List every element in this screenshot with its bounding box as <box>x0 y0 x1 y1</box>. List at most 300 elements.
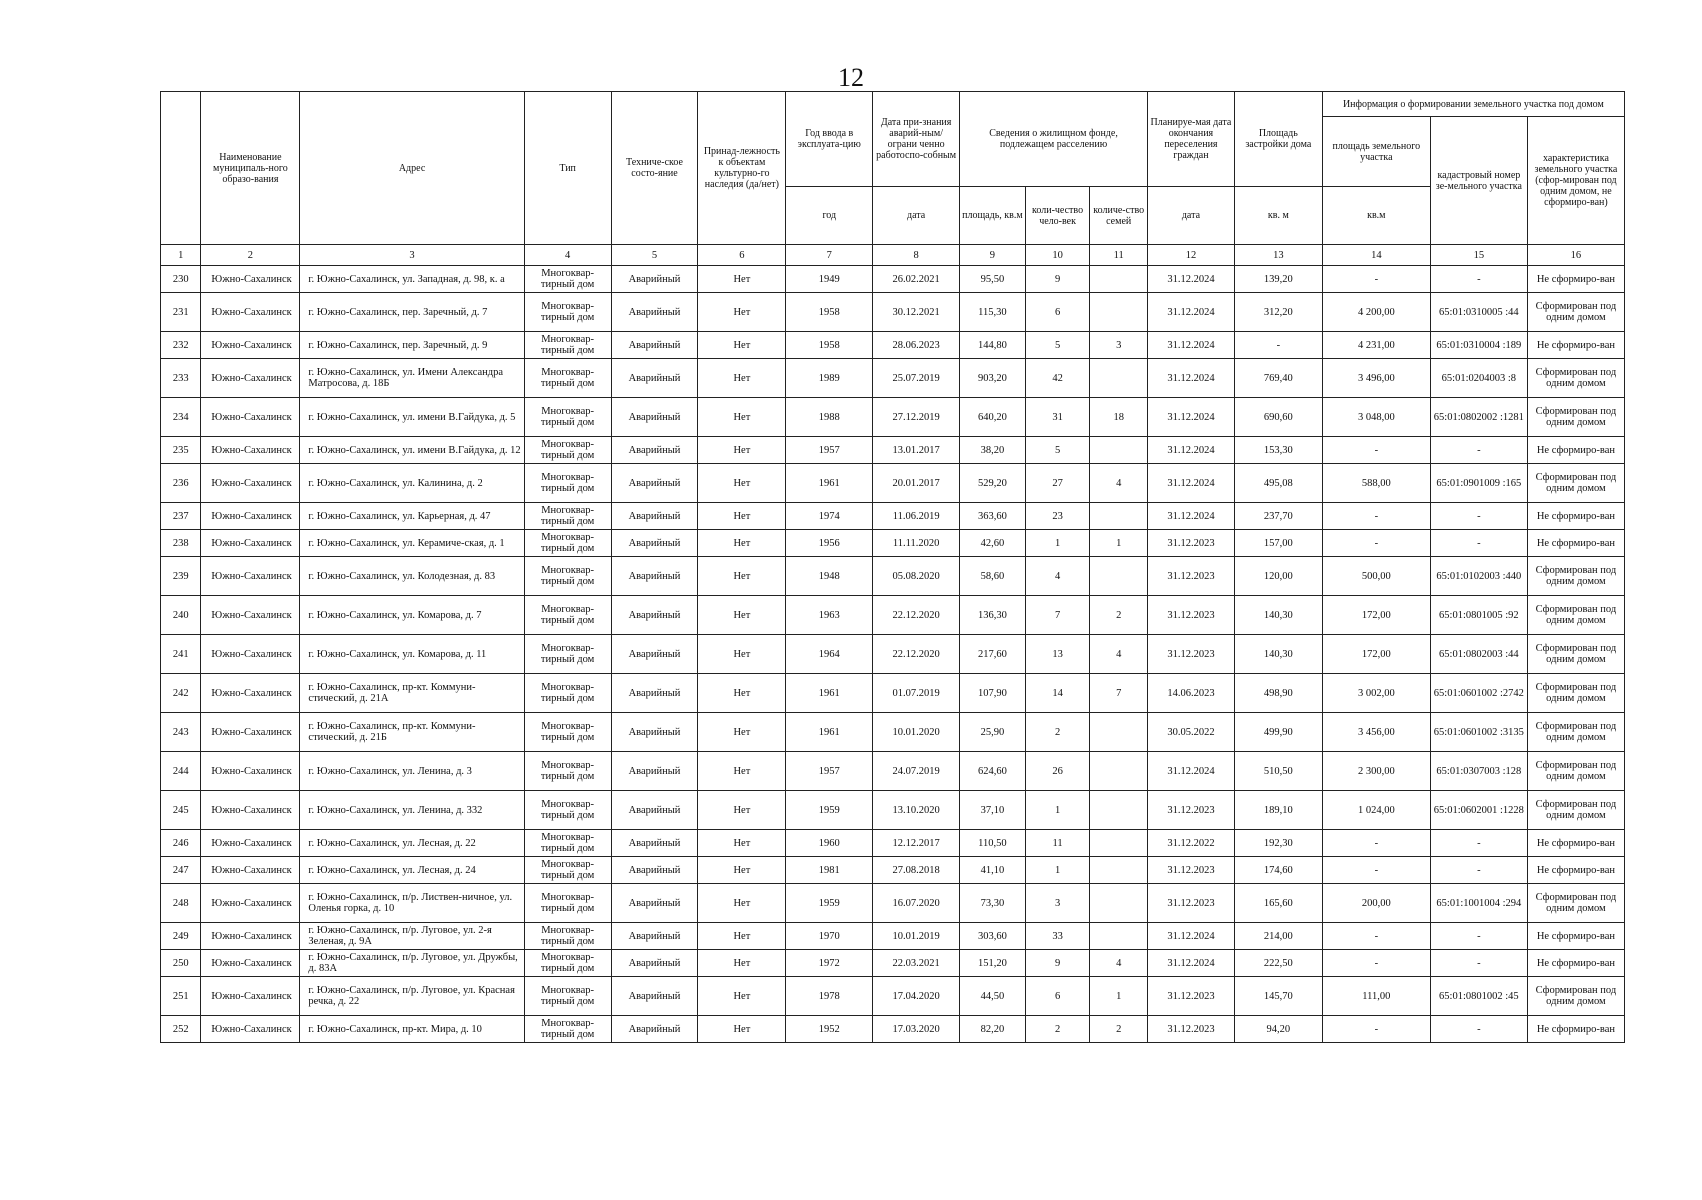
family-count-cell <box>1090 359 1148 398</box>
housing-area-cell: 110,50 <box>960 830 1026 857</box>
column-number: 9 <box>960 245 1026 266</box>
land-characteristic-cell: Сформирован под одним домом <box>1527 464 1624 503</box>
land-area-cell: 1 024,00 <box>1322 791 1430 830</box>
land-characteristic-cell: Не сформиро-ван <box>1527 950 1624 977</box>
cadastral-number-cell: 65:01:0601002 :2742 <box>1430 674 1527 713</box>
land-area-cell: 111,00 <box>1322 977 1430 1016</box>
municipality-cell: Южно-Сахалинск <box>201 884 300 923</box>
family-count-cell <box>1090 791 1148 830</box>
header-unit-plan: дата <box>1148 187 1235 245</box>
table-row <box>161 857 1625 884</box>
cadastral-number-cell: - <box>1430 437 1527 464</box>
building-area-cell: 499,90 <box>1234 713 1322 752</box>
planned-resettlement-date-cell: 31.12.2023 <box>1148 977 1235 1016</box>
building-type-cell: Многоквар-тирный дом <box>524 1016 611 1043</box>
heritage-status-cell: Нет <box>698 293 786 332</box>
heritage-status-cell: Нет <box>698 1016 786 1043</box>
family-count-cell <box>1090 857 1148 884</box>
land-area-cell: - <box>1322 950 1430 977</box>
planned-resettlement-date-cell: 31.12.2024 <box>1148 266 1235 293</box>
row-number-cell: 230 <box>161 266 201 293</box>
table-header <box>161 92 1625 266</box>
cadastral-number-cell: - <box>1430 857 1527 884</box>
address-cell: г. Южно-Сахалинск, п/р. Луговое, ул. 2-я Зеленая, д. 9А <box>300 923 524 950</box>
cadastral-number-cell: 65:01:0602001 :1228 <box>1430 791 1527 830</box>
cadastral-number-cell: - <box>1430 266 1527 293</box>
people-count-cell: 13 <box>1025 635 1090 674</box>
column-number: 8 <box>873 245 960 266</box>
building-area-cell: - <box>1234 332 1322 359</box>
column-number: 15 <box>1430 245 1527 266</box>
emergency-date-cell: 22.12.2020 <box>873 596 960 635</box>
municipality-cell: Южно-Сахалинск <box>201 557 300 596</box>
building-type-cell: Многоквар-тирный дом <box>524 464 611 503</box>
building-area-cell: 222,50 <box>1234 950 1322 977</box>
commissioning-year-cell: 1970 <box>786 923 873 950</box>
building-area-cell: 690,60 <box>1234 398 1322 437</box>
land-characteristic-cell: Не сформиро-ван <box>1527 857 1624 884</box>
municipality-cell: Южно-Сахалинск <box>201 464 300 503</box>
address-cell: г. Южно-Сахалинск, ул. Лесная, д. 24 <box>300 857 524 884</box>
building-type-cell: Многоквар-тирный дом <box>524 977 611 1016</box>
row-number-cell: 252 <box>161 1016 201 1043</box>
municipality-cell: Южно-Сахалинск <box>201 830 300 857</box>
cadastral-number-cell: - <box>1430 503 1527 530</box>
address-cell: г. Южно-Сахалинск, ул. Керамиче-ская, д. 1 <box>300 530 524 557</box>
commissioning-year-cell: 1952 <box>786 1016 873 1043</box>
planned-resettlement-date-cell: 31.12.2023 <box>1148 857 1235 884</box>
building-type-cell: Многоквар-тирный дом <box>524 530 611 557</box>
emergency-date-cell: 05.08.2020 <box>873 557 960 596</box>
header-land-char: характеристика земельного участка (сфор-мирован под одним домом, не сформиро-ван) <box>1527 117 1624 245</box>
building-type-cell: Многоквар-тирный дом <box>524 830 611 857</box>
technical-condition-cell: Аварийный <box>611 752 698 791</box>
municipality-cell: Южно-Сахалинск <box>201 791 300 830</box>
header-date-group: Дата при-знания аварий-ным/ограни ченно работоспо-собным <box>873 92 960 187</box>
table-row <box>161 266 1625 293</box>
housing-area-cell: 529,20 <box>960 464 1026 503</box>
commissioning-year-cell: 1978 <box>786 977 873 1016</box>
planned-resettlement-date-cell: 31.12.2023 <box>1148 530 1235 557</box>
address-cell: г. Южно-Сахалинск, пр-кт. Коммуни-стический, д. 21Б <box>300 713 524 752</box>
heritage-status-cell: Нет <box>698 503 786 530</box>
column-number: 16 <box>1527 245 1624 266</box>
cadastral-number-cell: 65:01:1001004 :294 <box>1430 884 1527 923</box>
land-area-cell: - <box>1322 503 1430 530</box>
family-count-cell: 7 <box>1090 674 1148 713</box>
table-row <box>161 791 1625 830</box>
planned-resettlement-date-cell: 31.12.2022 <box>1148 830 1235 857</box>
municipality-cell: Южно-Сахалинск <box>201 359 300 398</box>
row-number-cell: 243 <box>161 713 201 752</box>
address-cell: г. Южно-Сахалинск, п/р. Луговое, ул. Дружбы, д. 83А <box>300 950 524 977</box>
planned-resettlement-date-cell: 31.12.2024 <box>1148 503 1235 530</box>
building-type-cell: Многоквар-тирный дом <box>524 398 611 437</box>
housing-area-cell: 363,60 <box>960 503 1026 530</box>
planned-resettlement-date-cell: 31.12.2023 <box>1148 557 1235 596</box>
family-count-cell: 4 <box>1090 464 1148 503</box>
table-row <box>161 530 1625 557</box>
table-row <box>161 1016 1625 1043</box>
header-plan-group: Планируе-мая дата окончания переселения граждан <box>1148 92 1235 187</box>
housing-area-cell: 58,60 <box>960 557 1026 596</box>
family-count-cell <box>1090 752 1148 791</box>
building-area-cell: 189,10 <box>1234 791 1322 830</box>
commissioning-year-cell: 1959 <box>786 884 873 923</box>
building-area-cell: 192,30 <box>1234 830 1322 857</box>
row-number-cell: 234 <box>161 398 201 437</box>
land-characteristic-cell: Не сформиро-ван <box>1527 332 1624 359</box>
family-count-cell <box>1090 713 1148 752</box>
address-cell: г. Южно-Сахалинск, ул. Лесная, д. 22 <box>300 830 524 857</box>
row-number-cell: 249 <box>161 923 201 950</box>
commissioning-year-cell: 1948 <box>786 557 873 596</box>
address-cell: г. Южно-Сахалинск, ул. Колодезная, д. 83 <box>300 557 524 596</box>
housing-area-cell: 44,50 <box>960 977 1026 1016</box>
commissioning-year-cell: 1959 <box>786 791 873 830</box>
land-characteristic-cell: Сформирован под одним домом <box>1527 977 1624 1016</box>
land-characteristic-cell: Не сформиро-ван <box>1527 830 1624 857</box>
row-number-cell: 251 <box>161 977 201 1016</box>
header-cadastral: кадастровый номер зе-мельного участка <box>1430 117 1527 245</box>
planned-resettlement-date-cell: 31.12.2024 <box>1148 950 1235 977</box>
housing-area-cell: 624,60 <box>960 752 1026 791</box>
land-area-cell: - <box>1322 830 1430 857</box>
column-number: 6 <box>698 245 786 266</box>
land-area-cell: 4 231,00 <box>1322 332 1430 359</box>
heritage-status-cell: Нет <box>698 713 786 752</box>
emergency-date-cell: 13.01.2017 <box>873 437 960 464</box>
land-characteristic-cell: Не сформиро-ван <box>1527 266 1624 293</box>
building-area-cell: 510,50 <box>1234 752 1322 791</box>
commissioning-year-cell: 1961 <box>786 713 873 752</box>
technical-condition-cell: Аварийный <box>611 503 698 530</box>
land-characteristic-cell: Не сформиро-ван <box>1527 530 1624 557</box>
header-heritage: Принад-лежность к объектам культурно-го наследия (да/нет) <box>698 92 786 245</box>
commissioning-year-cell: 1972 <box>786 950 873 977</box>
commissioning-year-cell: 1958 <box>786 293 873 332</box>
header-mo: Наименование муниципаль-ного образо-вания <box>201 92 300 245</box>
column-number: 12 <box>1148 245 1235 266</box>
land-area-cell: - <box>1322 530 1430 557</box>
municipality-cell: Южно-Сахалинск <box>201 530 300 557</box>
cadastral-number-cell: - <box>1430 530 1527 557</box>
table-row <box>161 752 1625 791</box>
row-number-cell: 248 <box>161 884 201 923</box>
family-count-cell: 1 <box>1090 977 1148 1016</box>
row-number-cell: 240 <box>161 596 201 635</box>
column-number: 1 <box>161 245 201 266</box>
technical-condition-cell: Аварийный <box>611 674 698 713</box>
commissioning-year-cell: 1960 <box>786 830 873 857</box>
technical-condition-cell: Аварийный <box>611 884 698 923</box>
building-type-cell: Многоквар-тирный дом <box>524 332 611 359</box>
building-type-cell: Многоквар-тирный дом <box>524 752 611 791</box>
address-cell: г. Южно-Сахалинск, ул. Ленина, д. 332 <box>300 791 524 830</box>
land-area-cell: 172,00 <box>1322 596 1430 635</box>
commissioning-year-cell: 1961 <box>786 464 873 503</box>
technical-condition-cell: Аварийный <box>611 950 698 977</box>
table-row <box>161 713 1625 752</box>
header-index <box>161 92 201 245</box>
family-count-cell: 2 <box>1090 1016 1148 1043</box>
cadastral-number-cell: 65:01:0310004 :189 <box>1430 332 1527 359</box>
resettlement-table <box>160 91 1625 1043</box>
column-number: 5 <box>611 245 698 266</box>
people-count-cell: 42 <box>1025 359 1090 398</box>
planned-resettlement-date-cell: 30.05.2022 <box>1148 713 1235 752</box>
commissioning-year-cell: 1958 <box>786 332 873 359</box>
municipality-cell: Южно-Сахалинск <box>201 950 300 977</box>
people-count-cell: 4 <box>1025 557 1090 596</box>
address-cell: г. Южно-Сахалинск, пер. Заречный, д. 9 <box>300 332 524 359</box>
heritage-status-cell: Нет <box>698 596 786 635</box>
address-cell: г. Южно-Сахалинск, ул. имени В.Гайдука, д. 12 <box>300 437 524 464</box>
housing-area-cell: 42,60 <box>960 530 1026 557</box>
planned-resettlement-date-cell: 31.12.2024 <box>1148 293 1235 332</box>
header-unit-year: год <box>786 187 873 245</box>
column-number: 13 <box>1234 245 1322 266</box>
table-row <box>161 635 1625 674</box>
family-count-cell: 18 <box>1090 398 1148 437</box>
address-cell: г. Южно-Сахалинск, ул. Имени Александра Матросова, д. 18Б <box>300 359 524 398</box>
municipality-cell: Южно-Сахалинск <box>201 713 300 752</box>
row-number-cell: 241 <box>161 635 201 674</box>
building-type-cell: Многоквар-тирный дом <box>524 791 611 830</box>
cadastral-number-cell: 65:01:0802002 :1281 <box>1430 398 1527 437</box>
family-count-cell <box>1090 884 1148 923</box>
emergency-date-cell: 12.12.2017 <box>873 830 960 857</box>
header-build-area-group: Площадь застройки дома <box>1234 92 1322 187</box>
commissioning-year-cell: 1981 <box>786 857 873 884</box>
land-area-cell: 3 048,00 <box>1322 398 1430 437</box>
commissioning-year-cell: 1956 <box>786 530 873 557</box>
commissioning-year-cell: 1964 <box>786 635 873 674</box>
commissioning-year-cell: 1957 <box>786 437 873 464</box>
land-characteristic-cell: Сформирован под одним домом <box>1527 752 1624 791</box>
technical-condition-cell: Аварийный <box>611 332 698 359</box>
cadastral-number-cell: 65:01:0204003 :8 <box>1430 359 1527 398</box>
land-characteristic-cell: Сформирован под одним домом <box>1527 674 1624 713</box>
commissioning-year-cell: 1974 <box>786 503 873 530</box>
heritage-status-cell: Нет <box>698 857 786 884</box>
heritage-status-cell: Нет <box>698 830 786 857</box>
table-row <box>161 923 1625 950</box>
heritage-status-cell: Нет <box>698 437 786 464</box>
building-type-cell: Многоквар-тирный дом <box>524 266 611 293</box>
land-characteristic-cell: Сформирован под одним домом <box>1527 791 1624 830</box>
planned-resettlement-date-cell: 31.12.2024 <box>1148 359 1235 398</box>
family-count-cell <box>1090 266 1148 293</box>
cadastral-number-cell: 65:01:0307003 :128 <box>1430 752 1527 791</box>
cadastral-number-cell: - <box>1430 1016 1527 1043</box>
people-count-cell: 6 <box>1025 977 1090 1016</box>
people-count-cell: 33 <box>1025 923 1090 950</box>
address-cell: г. Южно-Сахалинск, пер. Заречный, д. 7 <box>300 293 524 332</box>
emergency-date-cell: 27.08.2018 <box>873 857 960 884</box>
land-area-cell: - <box>1322 857 1430 884</box>
emergency-date-cell: 25.07.2019 <box>873 359 960 398</box>
land-characteristic-cell: Сформирован под одним домом <box>1527 557 1624 596</box>
planned-resettlement-date-cell: 31.12.2023 <box>1148 1016 1235 1043</box>
cadastral-number-cell: - <box>1430 923 1527 950</box>
land-characteristic-cell: Сформирован под одним домом <box>1527 398 1624 437</box>
technical-condition-cell: Аварийный <box>611 830 698 857</box>
cadastral-number-cell: - <box>1430 950 1527 977</box>
planned-resettlement-date-cell: 31.12.2023 <box>1148 791 1235 830</box>
header-year-group: Год ввода в эксплуата-цию <box>786 92 873 187</box>
column-number: 3 <box>300 245 524 266</box>
heritage-status-cell: Нет <box>698 752 786 791</box>
row-number-cell: 238 <box>161 530 201 557</box>
people-count-cell: 11 <box>1025 830 1090 857</box>
building-type-cell: Многоквар-тирный дом <box>524 884 611 923</box>
building-type-cell: Многоквар-тирный дом <box>524 713 611 752</box>
municipality-cell: Южно-Сахалинск <box>201 674 300 713</box>
table-row <box>161 503 1625 530</box>
address-cell: г. Южно-Сахалинск, ул. Западная, д. 98, к. а <box>300 266 524 293</box>
family-count-cell: 4 <box>1090 950 1148 977</box>
building-area-cell: 312,20 <box>1234 293 1322 332</box>
land-characteristic-cell: Сформирован под одним домом <box>1527 293 1624 332</box>
housing-area-cell: 25,90 <box>960 713 1026 752</box>
table-row <box>161 977 1625 1016</box>
header-unit-land: кв.м <box>1322 187 1430 245</box>
commissioning-year-cell: 1957 <box>786 752 873 791</box>
people-count-cell: 14 <box>1025 674 1090 713</box>
technical-condition-cell: Аварийный <box>611 713 698 752</box>
family-count-cell <box>1090 293 1148 332</box>
building-area-cell: 214,00 <box>1234 923 1322 950</box>
people-count-cell: 9 <box>1025 266 1090 293</box>
row-number-cell: 237 <box>161 503 201 530</box>
technical-condition-cell: Аварийный <box>611 464 698 503</box>
land-area-cell: 3 002,00 <box>1322 674 1430 713</box>
header-unit-people: коли-чество чело-век <box>1025 187 1090 245</box>
municipality-cell: Южно-Сахалинск <box>201 977 300 1016</box>
address-cell: г. Южно-Сахалинск, ул. Комарова, д. 11 <box>300 635 524 674</box>
cadastral-number-cell: 65:01:0802003 :44 <box>1430 635 1527 674</box>
technical-condition-cell: Аварийный <box>611 857 698 884</box>
family-count-cell <box>1090 437 1148 464</box>
emergency-date-cell: 22.12.2020 <box>873 635 960 674</box>
cadastral-number-cell: 65:01:0601002 :3135 <box>1430 713 1527 752</box>
housing-area-cell: 82,20 <box>960 1016 1026 1043</box>
emergency-date-cell: 28.06.2023 <box>873 332 960 359</box>
housing-area-cell: 303,60 <box>960 923 1026 950</box>
people-count-cell: 9 <box>1025 950 1090 977</box>
heritage-status-cell: Нет <box>698 977 786 1016</box>
land-characteristic-cell: Не сформиро-ван <box>1527 437 1624 464</box>
row-number-cell: 236 <box>161 464 201 503</box>
table-row <box>161 674 1625 713</box>
heritage-status-cell: Нет <box>698 923 786 950</box>
cadastral-number-cell: 65:01:0801005 :92 <box>1430 596 1527 635</box>
building-type-cell: Многоквар-тирный дом <box>524 596 611 635</box>
technical-condition-cell: Аварийный <box>611 923 698 950</box>
commissioning-year-cell: 1949 <box>786 266 873 293</box>
land-area-cell: 500,00 <box>1322 557 1430 596</box>
cadastral-number-cell: 65:01:0801002 :45 <box>1430 977 1527 1016</box>
header-land-group: Информация о формировании земельного участка под домом <box>1322 92 1624 117</box>
column-number-row <box>161 245 1625 266</box>
address-cell: г. Южно-Сахалинск, п/р. Луговое, ул. Красная речка, д. 22 <box>300 977 524 1016</box>
table-row <box>161 437 1625 464</box>
address-cell: г. Южно-Сахалинск, ул. Комарова, д. 7 <box>300 596 524 635</box>
technical-condition-cell: Аварийный <box>611 437 698 464</box>
building-area-cell: 140,30 <box>1234 596 1322 635</box>
planned-resettlement-date-cell: 31.12.2023 <box>1148 884 1235 923</box>
technical-condition-cell: Аварийный <box>611 359 698 398</box>
address-cell: г. Южно-Сахалинск, ул. имени В.Гайдука, д. 5 <box>300 398 524 437</box>
municipality-cell: Южно-Сахалинск <box>201 923 300 950</box>
emergency-date-cell: 30.12.2021 <box>873 293 960 332</box>
heritage-status-cell: Нет <box>698 464 786 503</box>
heritage-status-cell: Нет <box>698 332 786 359</box>
land-characteristic-cell: Сформирован под одним домом <box>1527 359 1624 398</box>
planned-resettlement-date-cell: 31.12.2023 <box>1148 596 1235 635</box>
land-area-cell: 4 200,00 <box>1322 293 1430 332</box>
address-cell: г. Южно-Сахалинск, ул. Ленина, д. 3 <box>300 752 524 791</box>
building-type-cell: Многоквар-тирный дом <box>524 923 611 950</box>
row-number-cell: 245 <box>161 791 201 830</box>
family-count-cell: 3 <box>1090 332 1148 359</box>
people-count-cell: 1 <box>1025 791 1090 830</box>
municipality-cell: Южно-Сахалинск <box>201 635 300 674</box>
emergency-date-cell: 24.07.2019 <box>873 752 960 791</box>
people-count-cell: 3 <box>1025 884 1090 923</box>
header-unit-date: дата <box>873 187 960 245</box>
housing-area-cell: 903,20 <box>960 359 1026 398</box>
commissioning-year-cell: 1963 <box>786 596 873 635</box>
land-characteristic-cell: Сформирован под одним домом <box>1527 596 1624 635</box>
land-area-cell: - <box>1322 437 1430 464</box>
planned-resettlement-date-cell: 31.12.2024 <box>1148 332 1235 359</box>
municipality-cell: Южно-Сахалинск <box>201 752 300 791</box>
housing-area-cell: 41,10 <box>960 857 1026 884</box>
land-area-cell: 3 496,00 <box>1322 359 1430 398</box>
table-row <box>161 464 1625 503</box>
emergency-date-cell: 26.02.2021 <box>873 266 960 293</box>
table-row <box>161 830 1625 857</box>
row-number-cell: 232 <box>161 332 201 359</box>
header-unit-build: кв. м <box>1234 187 1322 245</box>
building-area-cell: 769,40 <box>1234 359 1322 398</box>
planned-resettlement-date-cell: 31.12.2024 <box>1148 752 1235 791</box>
building-type-cell: Многоквар-тирный дом <box>524 950 611 977</box>
header-land-area: площадь земельного участка <box>1322 117 1430 187</box>
family-count-cell <box>1090 923 1148 950</box>
row-number-cell: 239 <box>161 557 201 596</box>
building-area-cell: 174,60 <box>1234 857 1322 884</box>
table-row <box>161 332 1625 359</box>
building-area-cell: 120,00 <box>1234 557 1322 596</box>
table-row <box>161 596 1625 635</box>
heritage-status-cell: Нет <box>698 635 786 674</box>
building-type-cell: Многоквар-тирный дом <box>524 857 611 884</box>
building-area-cell: 139,20 <box>1234 266 1322 293</box>
cadastral-number-cell: 65:01:0901009 :165 <box>1430 464 1527 503</box>
land-characteristic-cell: Не сформиро-ван <box>1527 923 1624 950</box>
commissioning-year-cell: 1988 <box>786 398 873 437</box>
housing-area-cell: 217,60 <box>960 635 1026 674</box>
emergency-date-cell: 17.03.2020 <box>873 1016 960 1043</box>
heritage-status-cell: Нет <box>698 557 786 596</box>
emergency-date-cell: 10.01.2019 <box>873 923 960 950</box>
housing-area-cell: 136,30 <box>960 596 1026 635</box>
page-number: 12 <box>838 63 864 92</box>
emergency-date-cell: 22.03.2021 <box>873 950 960 977</box>
